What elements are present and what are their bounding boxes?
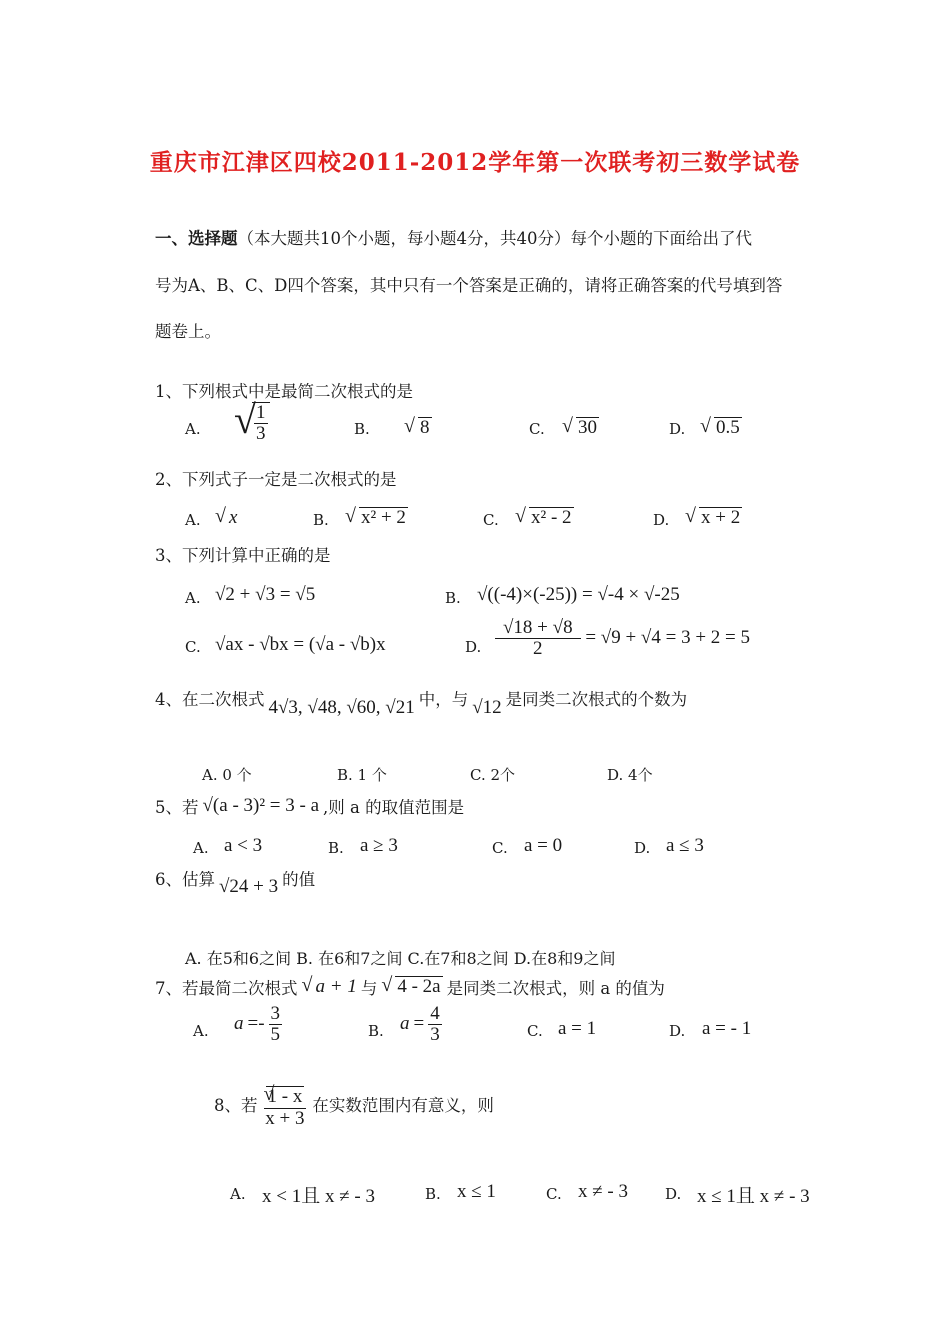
q3-option-d-expr: $\frac{√18 + √8}{2}$ = √9 + √4 = 3 + 2 = 5: [495, 618, 750, 659]
q2-stem: 2、下列式子一定是二次根式的是: [155, 470, 397, 489]
q2-option-b-expr: √ x² + 2: [345, 507, 408, 529]
q5-stem: 5、若 √(a - 3)² = 3 - a ,则 a 的取值范围是: [155, 795, 465, 817]
q1-option-b-expr: √ 8: [404, 417, 432, 439]
q1-option-b-label: B.: [354, 420, 370, 438]
q7-option-b-label: B.: [368, 1022, 384, 1040]
q4-option-b: B. 1 个: [337, 766, 387, 784]
q3-stem: 3、下列计算中正确的是: [155, 546, 331, 565]
q2-option-a-label: A.: [185, 511, 201, 529]
q8-option-b-expr: x ≤ 1: [457, 1181, 496, 1202]
q1-option-a-expr: √ $\frac{1}{3}$: [234, 402, 270, 444]
q8-option-d-label: D.: [665, 1185, 682, 1203]
q2-option-d-expr: √ x + 2: [685, 507, 742, 529]
q8-option-a-label: A.: [230, 1185, 246, 1203]
q7-option-c-label: C.: [527, 1022, 543, 1040]
q2-option-c-expr: √ x² - 2: [515, 507, 574, 529]
q3-option-c-expr: √ax - √bx = (√a - √b)x: [215, 634, 386, 655]
q2-option-c-label: C.: [483, 511, 499, 529]
page-title: 重庆市江津区四校2011-2012学年第一次联考初三数学试卷: [149, 149, 801, 176]
q1-stem: 1、下列根式中是最简二次根式的是: [155, 382, 413, 401]
q1-option-d-expr: √ 0.5: [700, 417, 742, 439]
section-intro-line1: 一、选择题（本大题共10个小题，每小题4分，共40分）每个小题的下面给出了代: [155, 229, 752, 248]
q5-option-d-expr: a ≤ 3: [666, 835, 704, 856]
q6-stem: 6、估算 √24 + 3 的值: [155, 870, 316, 897]
q5-option-d-label: D.: [634, 839, 651, 857]
q1-option-a-label: A.: [185, 420, 201, 438]
q7-option-a-label: A.: [193, 1022, 209, 1040]
q2-option-d-label: D.: [653, 511, 670, 529]
q7-option-c-expr: a = 1: [558, 1018, 597, 1039]
q1-option-c-expr: √ 30: [562, 417, 599, 439]
q5-option-a-expr: a < 3: [224, 835, 263, 856]
q7-option-d-expr: a = - 1: [702, 1018, 752, 1039]
q7-option-d-label: D.: [669, 1022, 686, 1040]
section-heading: 一、选择题: [155, 229, 238, 248]
q8-stem: 8、若 √ $\frac{1 - x}{x + 3}$ 在实数范围内有意义，则: [214, 1086, 494, 1129]
q8-option-c-expr: x ≠ - 3: [578, 1181, 629, 1202]
q8-option-c-label: C.: [546, 1185, 562, 1203]
q5-option-b-label: B.: [328, 839, 344, 857]
section-intro-line3: 题卷上。: [155, 322, 221, 341]
q3-option-b-expr: √((-4)×(-25)) = √-4 × √-25: [477, 584, 680, 605]
section-intro-line2: 号为A、B、C、D四个答案，其中只有一个答案是正确的，请将正确答案的代号填到答: [155, 276, 783, 295]
q2-option-a-expr: √ x: [215, 507, 237, 529]
q4-option-c: C. 2个: [470, 766, 516, 784]
q3-option-d-label: D.: [465, 638, 482, 656]
q1-option-d-label: D.: [669, 420, 686, 438]
q5-option-c-expr: a = 0: [524, 835, 563, 856]
q7-option-a-expr: a =- $\frac{3}{5}$: [234, 1003, 281, 1045]
q5-option-b-expr: a ≥ 3: [360, 835, 398, 856]
q3-option-a-expr: √2 + √3 = √5: [215, 584, 316, 605]
q1-option-c-label: C.: [529, 420, 545, 438]
q8-option-a-expr: x < 1且 x ≠ - 3: [262, 1186, 375, 1207]
q2-option-b-label: B.: [313, 511, 329, 529]
q5-option-a-label: A.: [193, 839, 209, 857]
q3-option-c-label: C.: [185, 638, 201, 656]
q7-option-b-expr: a = $\frac{4}{3}$: [400, 1003, 440, 1045]
q4-stem: 4、在二次根式 4√3, √48, √60, √21 中，与 √12 是同类二次根式的个数为: [155, 690, 688, 718]
q7-stem: 7、若最简二次根式 √ a + 1 与 √ 4 - 2a 是同类二次根式，则 a 的值为: [155, 975, 665, 999]
q5-option-c-label: C.: [492, 839, 508, 857]
q6-options: A. 在5和6之间 B. 在6和7之间 C.在7和8之间 D.在8和9之间: [185, 949, 616, 968]
q8-option-b-label: B.: [425, 1185, 441, 1203]
q8-option-d-expr: x ≤ 1且 x ≠ - 3: [697, 1186, 810, 1207]
q4-option-a: A. 0 个: [202, 766, 252, 784]
q4-option-d: D. 4个: [607, 766, 653, 784]
q3-option-a-label: A.: [185, 589, 201, 607]
q3-option-b-label: B.: [445, 589, 461, 607]
